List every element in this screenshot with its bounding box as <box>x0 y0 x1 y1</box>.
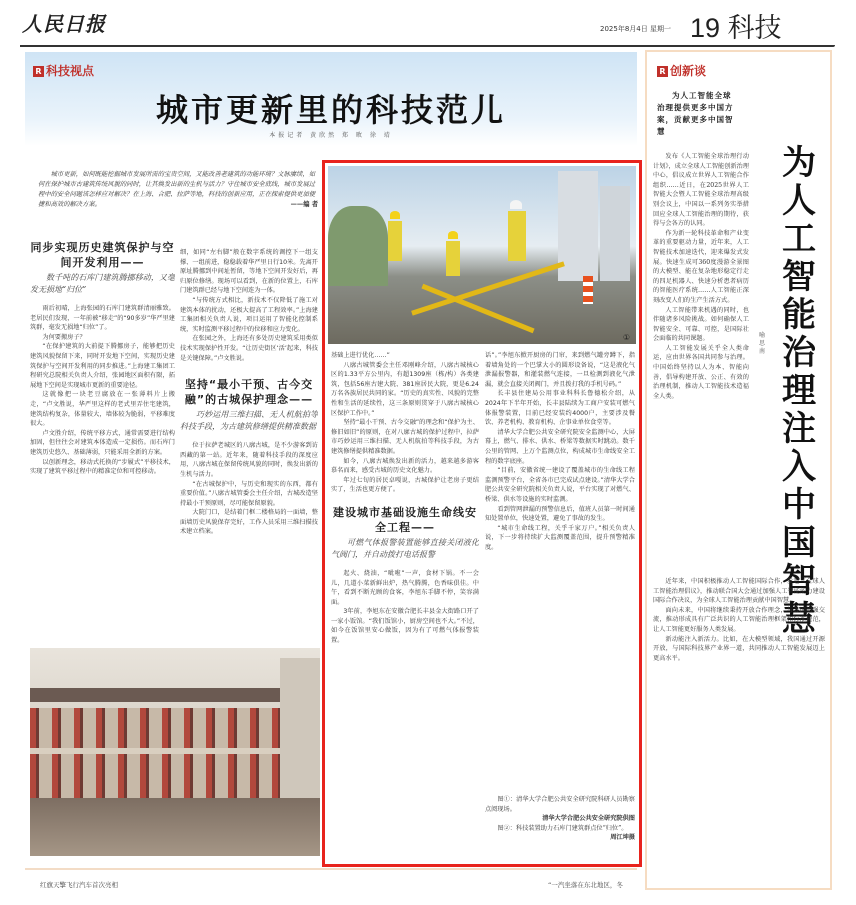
section2-column: 细，如同“左右脚”般在数字系统的调控下一组支撑、一组前进，稳稳载着华严里日行10米。先离开原址腾挪到中间址暂留，等地下空间开发好后，再归原位修缮。现场可以看到，在新的位置上，石库门建筑群已经与地下空间连为一体。 “与传统方式相比，新技术不仅降低了施工对建筑本体的扰动，还极大提高了工程效率。”上海建工集团相关负责人说，项目运用了智能化控制系统，实时监测平移过程中的位移和应力变化。 在张园之外，上海还有多处历史建筑采用类似技术实现保护性开发。“让历史街区‘活’起来，科技是关键保障。”卢文胜说。 坚持“最小干预、古今交融”的古城保护理念—— 巧妙运用三维扫描、无人机航拍等科技手段，为古建筑修缮提供精准数据 位于拉萨老城区的八廓古城，是不少游客到访西藏的第一站。近年来，随着科技手段的深度应用，八廓古城在保留传统风貌的同时，焕发出新的生机与活力。 “在古城保护中，与历史和现实的东西，都有重要价值。”八廓古城管委会主任介绍，古城改造坚持最小干预原则，尽可能保留原貌。 大院门口，是结着门框二楼格局的一面墙，整面墙历史风貌保存完好，工作人员采用三维扫描技术建立档案。 <box>180 249 318 536</box>
section1-column: 同步实现历史建筑保护与空间开发利用—— 数千吨的石库门建筑腾挪移动，又毫发无损地“归位” 雨后初晴，上海张园的石库门建筑群清丽雅致。老居民们发现，一年前被“移走”的“90多岁”华严里建筑群，毫发无损地“归位”了。 为何要搬房子？ “在保护建筑的大前提下腾挪房子，能够把历史建筑风貌保留下来，同时开发地下空间，实现历史建筑保护与空间开发利用的同步推进。”上海建工集团工程研究总院相关负责人介绍，张园地区面积有限，拓展地下空间是实现城市更新的重要途径。 这就像把一块老豆腐放在一张薄料片上搬走，“卢文胜说，华严里这样的老式里弄住宅建筑，建筑结构复杂，体量较大，墙体较为脆弱，平移难度很大。 卢文胜介绍，传统平移方式，通常需要进行结构加固，但往往会对建筑本体造成一定损伤。而石库门建筑历史悠久、基础薄弱，只能采用全新的方案。 以创新理念，移动式托换的“步履式”平移技术，实现了建筑平移过程中的精准定位和可控移动。 <box>30 241 175 476</box>
sidebar-author: 喻思南 <box>759 332 766 355</box>
newspaper-logo: 人民日报 <box>22 12 106 36</box>
footer-rule <box>25 868 637 870</box>
sidebar-lead: 为人工智能全球治理提供更多中国方案，贡献更多中国智慧 <box>657 91 734 136</box>
column-tag: R 科技视点 <box>33 62 94 79</box>
article-column-1: 基础上进行优化……” 八廓古城管委会主任邓刚峰介绍，八廓古城核心区的1.33平方公里内，有超1309座（栋/构）各类建筑，包括56座古建大院、381座居民大院，更是6.24万名各族居民共同的家。“历史的真实性、风貌的完整性和生活的延续性，这三条原则贯穿于八廓古城核心区保护工作中。” 坚持“最小干预、古今交融”的理念和“保护为主、修旧如旧”的原则，在对八廓古城的保护过程中，拉萨市巧妙运用三维扫描、无人机航拍等科技手段，为古建筑修缮提供精准数据。 如今，八廓古城焕发出新的活力，越来越多游客慕名而来，感受古城的历史文化魅力。 年过七旬的居民卓嘎说，古城保护让老房子更结实了，生活也更方便了。 建设城市基础设施生命线安全工程—— 可燃气体报警装置能够直接关闭液化气阀门，并自动拨打电话报警 起火、烧油，“呲啦”一声，食材下锅。不一会儿，几道小菜新鲜出炉，热气腾腾，色香味俱佳。中午，看到不断光顾的食客，李旭东手脚不停，笑容满面。 3年前，李旭东在安徽合肥长丰县金大街路口开了一家小饭馆。“我们饭馆小，厨房空间也不大。”不过，如今在饭馆里安心做饭，因为有了可燃气体报警装置。 <box>331 352 479 645</box>
next-article-headline: 红旗天擎飞行汽车首次亮相 <box>40 881 118 889</box>
issue-date: 2025年8月4日 星期一 <box>600 25 671 33</box>
sidebar-title: 为人工智能治理注入中国智慧 <box>782 143 816 639</box>
section-name: 科技 <box>727 13 782 43</box>
section2-subheading: 巧妙运用三维扫描、无人机航拍等科技手段，为古建筑修缮提供精准数据 <box>180 410 318 432</box>
sidebar-body-lower: 近年来，中国积极推动人工智能国际合作，发起《全球人工智能治理倡议》，推动联合国大会通过加强人工智能能力建设国际合作决议，为全球人工智能治理贡献中国智慧。 面向未来，中国将继续秉持开放合作理念，与各国加强交流，推动形成具有广泛共识的人工智能治理框架和标准规范，让人工智能更好服务人类发展。 新动能注入新活力。比如，在大模型领域，我国通过开源开放，与国际科技界产业界一道，共同推动人工智能发展迈上更高水平。 <box>653 578 825 662</box>
gas-monitoring-photo <box>328 166 636 344</box>
feature-title: 城市更新里的科技范儿 <box>155 91 506 129</box>
section2-heading: 坚持“最小干预、古今交融”的古城保护理念—— <box>184 378 314 407</box>
section1-heading: 同步实现历史建筑保护与空间开发利用—— <box>30 241 175 269</box>
page-number: 19 <box>690 13 721 43</box>
page-header <box>690 6 782 45</box>
masthead-rule <box>20 45 835 47</box>
feature-header <box>25 52 637 146</box>
r-badge-icon: R <box>657 66 668 77</box>
article-column-2: 话”。”李旭东掀开厨房的门帘，来到燃气罐旁蹲下，指着墙角处的一个巴掌大小的圆形设备说，“这是液化气泄漏报警器，和灌装燃气连接，一旦检测到液化气泄漏，就会直接关闭阀门，并且拨打我的手机号码。” 长丰县住建局公用事业科科长鲁德松介绍，从2024年下半年开始，长丰县陆续为工商户安装可燃气体报警装置，目前已经安装约4000户，主要涉及餐饮、养老机构、教育机构、企事业单位食堂等。 清华大学合肥公共安全研究院安全监测中心，大屏幕上，燃气、排水、供水、桥梁等数据实时跳动。数千公里的管网、上万个监测点位，构成城市生命线安全工程的数字底座。 “目前，安徽省统一建设了覆盖城市的生命线工程监测预警平台，全省各市已完成试点建设。”清华大学合肥公共安全研究院相关负责人说，平台实现了对燃气、桥梁、供水等设施的实时监测。 看到管网泄漏的预警信息后，值班人员第一时间通知处置单位，快速处置，避免了事故的发生。 “城市生命线工程，关乎千家万户。”相关负责人说，下一步将持续扩大监测覆盖范围，提升预警精准度。 <box>485 352 635 551</box>
shikumen-relocation-photo <box>30 648 320 856</box>
safety-feature-box <box>322 160 642 867</box>
section1-subheading: 数千吨的石库门建筑腾挪移动，又毫发无损地“归位” <box>30 273 175 294</box>
photo-marker: ① <box>622 333 630 342</box>
sidebar-body-upper: 发布《人工智能全球治理行动计划》，成立全球人工智能创新治理中心，倡议成立世界人工智能合作组织……近日，在2025世界人工智能大会暨人工智能全球治理高级别会议上，中国以一系列务实举措回应全球人工智能治理的期待，获得与会各方的认同。 作为新一轮科技革命和产业变革的重要驱动力量，近年来，人工智能技术加速迭代，迎来爆发式发展。快速生成可360度漫游全景图的大模型、能在复杂地形稳定行走的四足机器人、快速分析患者病历的智能医疗系统……人工智能正深刻改变人们的生产生活方式。 人工智能带来机遇的同时，也伴随诸多风险挑战。如何确保人工智能安全、可靠、可控，是国际社会面临的共同课题。 人工智能发展关乎全人类命运，应由世界各国共同参与治理。中国始终坚持以人为本、智能向善，倡导构建开放、公正、有效的治理机制，推动人工智能技术造福全人类。 <box>653 153 749 400</box>
next-article-snippet: “一汽坐落在东北地区，冬 <box>548 881 623 889</box>
sidebar-column-tag: R 创新谈 <box>657 62 706 79</box>
photo-captions: 图①：清华大学合肥公共安全研究院科研人员勘察点阅现场。 清华大学合肥公共安全研究院供图 图②：科技装置助力石库门建筑群点位“归位”。 周江坤摄 <box>485 796 635 842</box>
byline: 本报记者 黄欣然 郑 畋 徐 靖 <box>269 132 393 139</box>
section3-subheading: 可燃气体报警装置能够直接关闭液化气阀门，并自动拨打电话报警 <box>331 537 479 559</box>
editor-note: 城市更新，如何既能挖掘城市发展所需的宝贵空间，又能改善老建筑的功能环境？文脉赓续，如何在保护城市古建筑传统风貌的同时，让其焕发出新的生机与活力？守住城市安全底线，城市发展过程中的安全问题该怎样应对解决？在上海、合肥、拉萨等地，科技的创新应用，正在探索提供更加便捷和高效的解决方案。 ——编 者 <box>38 171 318 208</box>
r-badge-icon: R <box>33 66 44 77</box>
section3-heading: 建设城市基础设施生命线安全工程—— <box>333 505 477 534</box>
innovation-column <box>645 50 832 890</box>
